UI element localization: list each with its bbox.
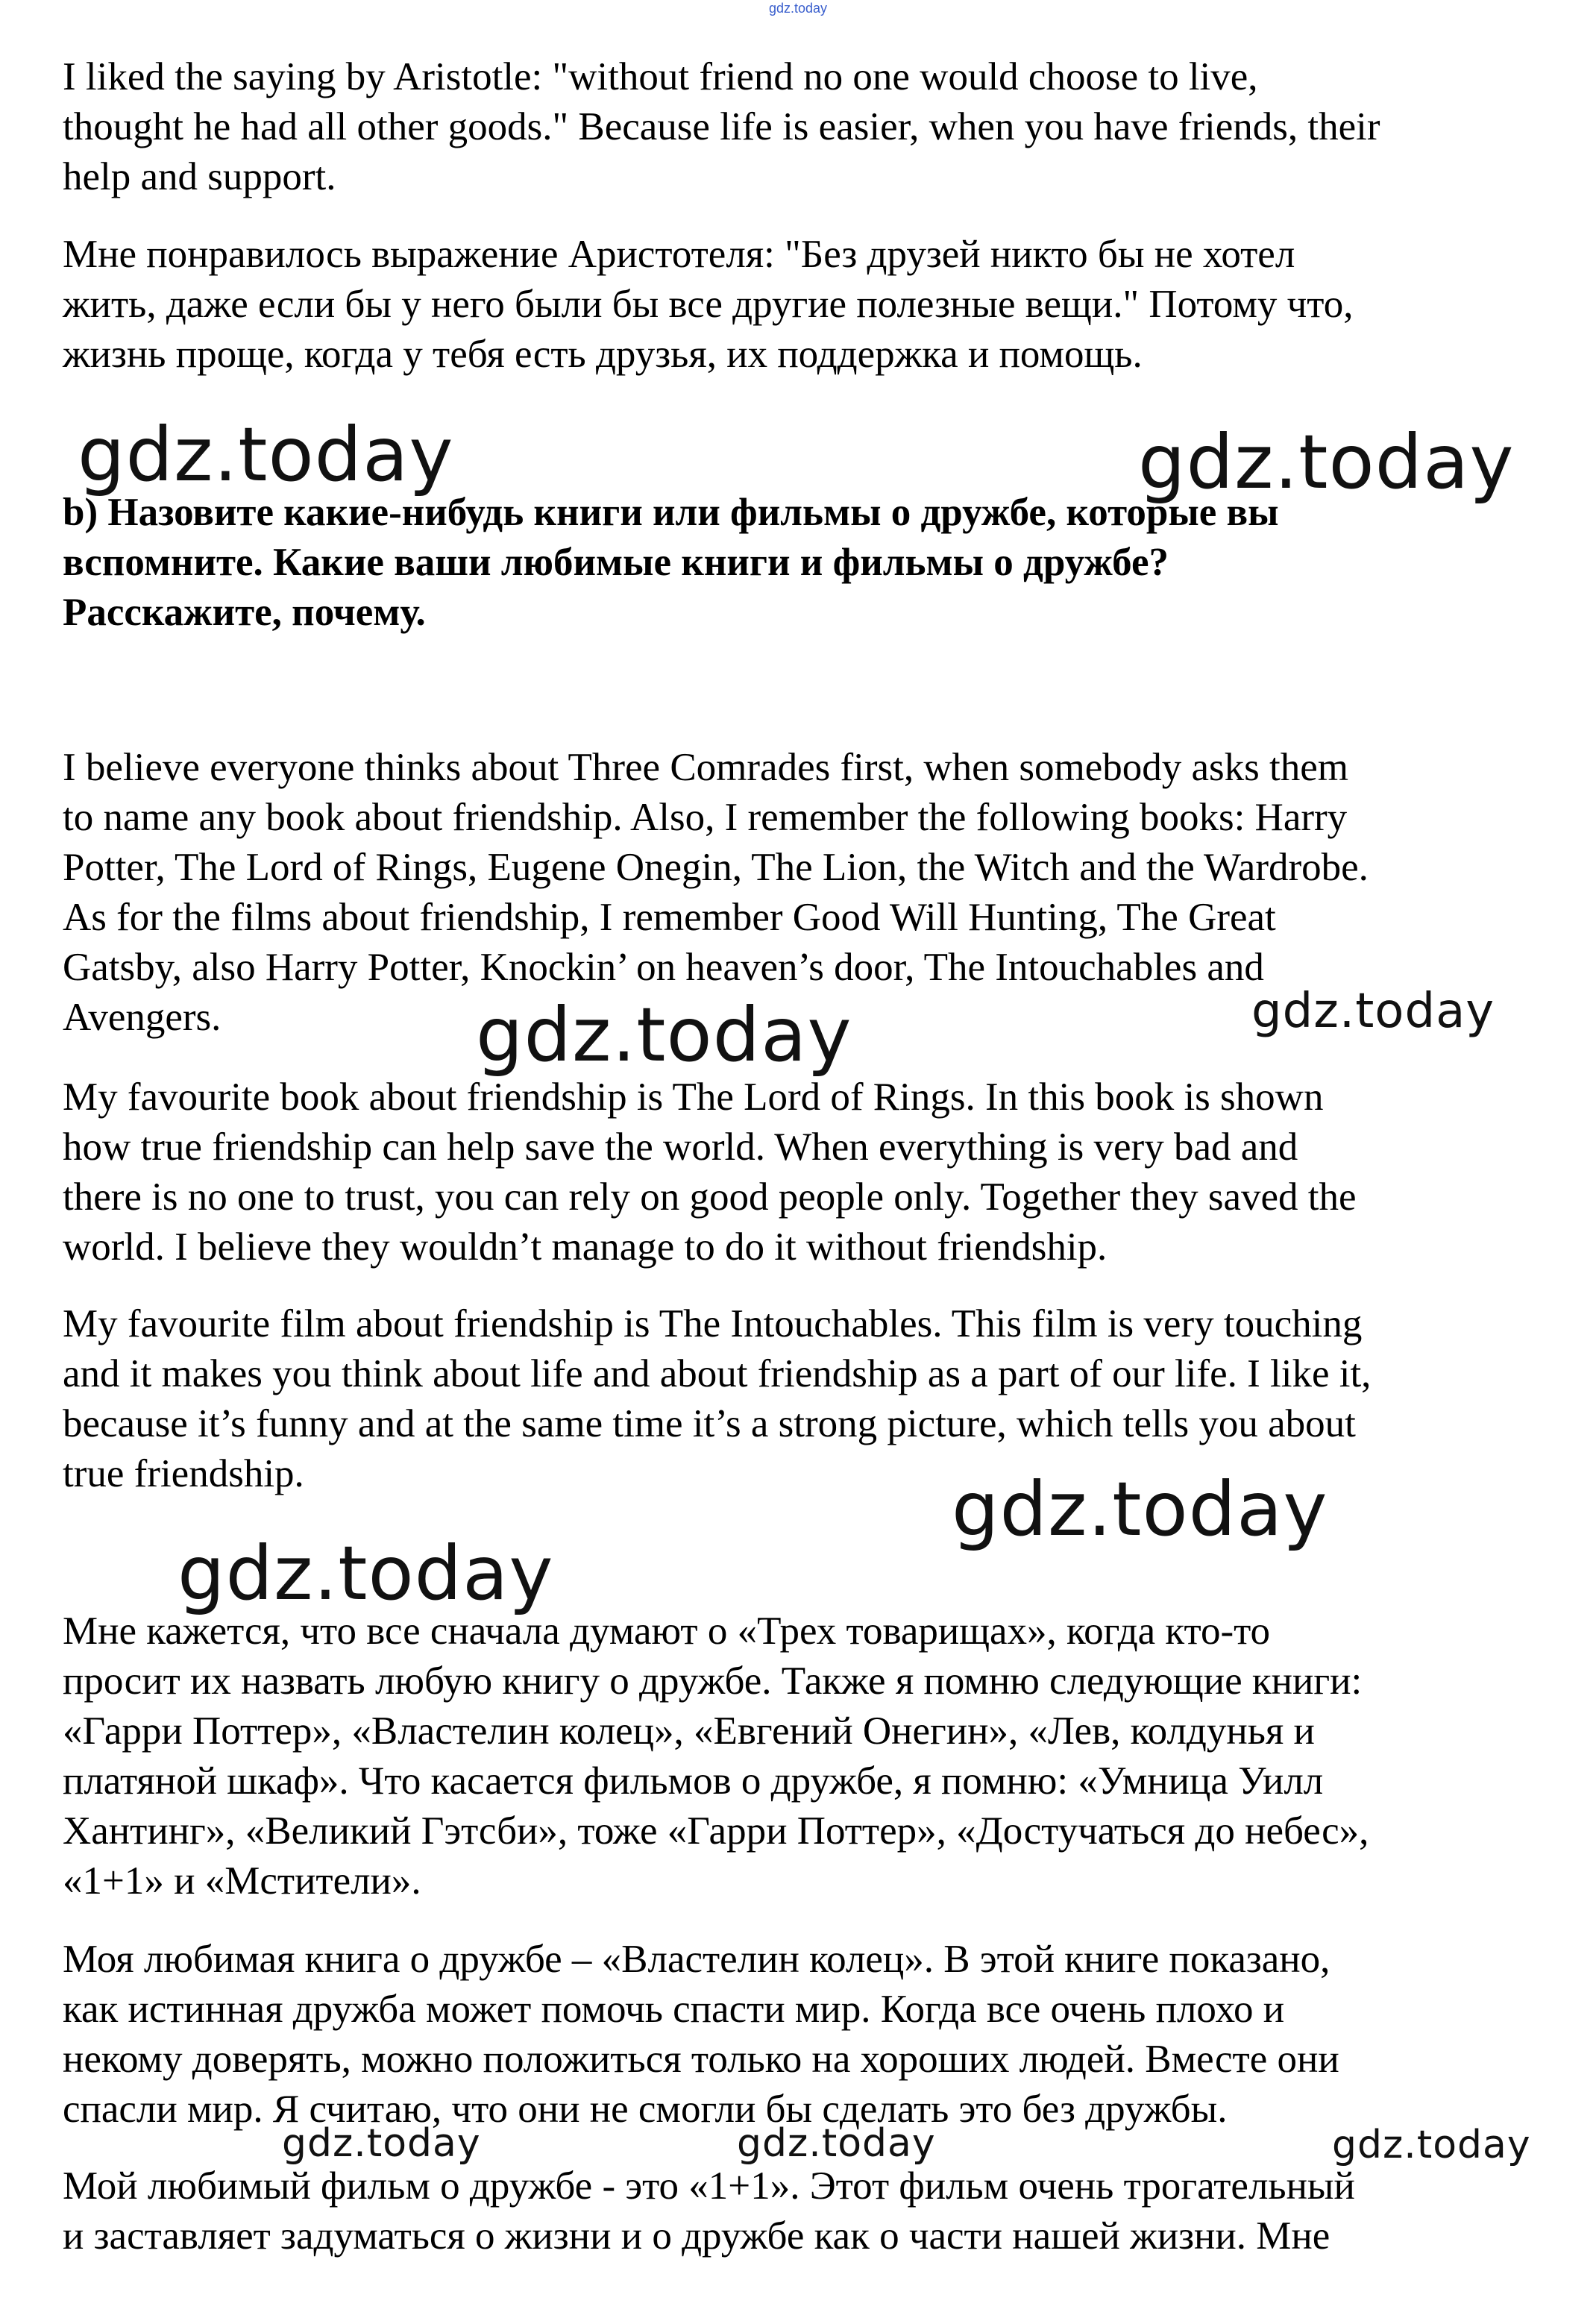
watermark: gdz.today <box>1251 984 1495 1039</box>
paragraph-favourite-book-en: My favourite book about friendship is The Lord of Rings. In this book is shown how true friendship can help save the world. When everything is very bad and there is no one to trust, you can rely on good people only. Together they saved the world. I believe they wouldn’t manage to do it without friendship. <box>63 1075 1357 1269</box>
paragraph-books-films-en: I believe everyone thinks about Three Comrades first, when somebody asks them to name any book about friendship. Also, I remember the following books: Harry Potter, The Lord of Rings, Eugene Onegin, The Lion, the Witch and the Wardrobe. As for the films about friendship, I remember Good Will Hunting, The Great Gatsby, also Harry Potter, Knockin’ on heaven’s door, The Intouchables and Avengers. <box>63 746 1369 1039</box>
paragraph-books-films-ru: Мне кажется, что все сначала думают о «Трех товарищах», когда кто-то просит их назвать любую книгу о дружбе. Также я помню следующие книги: «Гарри Поттер», «Властелин колец», «Евгений Онегин», «Лев, колдунья и платяной шкаф». Что касается фильмов о дружбе, я помню: «Умница Уилл Хантинг», «Великий Гэтсби», тоже «Гарри Поттер», «Достучаться до небес», «1+1» и «Мстители». <box>63 1609 1369 1903</box>
watermark: gdz.today <box>78 411 454 498</box>
watermark: gdz.today <box>1332 2123 1531 2167</box>
watermark: gdz.today <box>177 1530 554 1617</box>
paragraph-aristotle-ru: Мне понравилось выражение Аристотеля: "Без друзей никто бы не хотел жить, даже если бы у него были бы все другие полезные вещи." Потому что, жизнь проще, когда у тебя есть друзья, их поддержка и помощь. <box>63 233 1354 376</box>
watermark: gdz.today <box>282 2121 481 2166</box>
watermark: gdz.today <box>1138 418 1515 506</box>
paragraph-aristotle-en: I liked the saying by Aristotle: "without friend no one would choose to live, thought he had all other goods." Because life is easier, when you have friends, their help and support. <box>63 55 1380 198</box>
top-watermark-label: gdz.today <box>768 1 828 16</box>
watermark: gdz.today <box>476 991 852 1078</box>
task-b-heading: b) Назовите какие-нибудь книги или фильмы о дружбе, которые вы вспомните. Какие ваши любимые книги и фильмы о дружбе? Расскажите, почему. <box>63 491 1279 634</box>
watermark: gdz.today <box>952 1466 1328 1553</box>
paragraph-favourite-film-en: My favourite film about friendship is The Intouchables. This film is very touching and it makes you think about life and about friendship as a part of our life. I like it, because it’s funny and at the same time it’s a strong picture, which tells you about true friendship. <box>63 1302 1372 1495</box>
watermark: gdz.today <box>737 2121 936 2166</box>
paragraph-favourite-film-ru: Мой любимый фильм о дружбе - это «1+1». Этот фильм очень трогательный и заставляет задуматься о жизни и о дружбе как о части нашей жизни. Мне <box>63 2164 1355 2258</box>
paragraph-favourite-book-ru: Моя любимая книга о дружбе – «Властелин колец». В этой книге показано, как истинная дружба может помочь спасти мир. Когда все очень плохо и некому доверять, можно положиться только на хороших людей. Вместе они спасли мир. Я считаю, что они не смогли бы сделать это без дружбы. <box>63 1938 1339 2131</box>
